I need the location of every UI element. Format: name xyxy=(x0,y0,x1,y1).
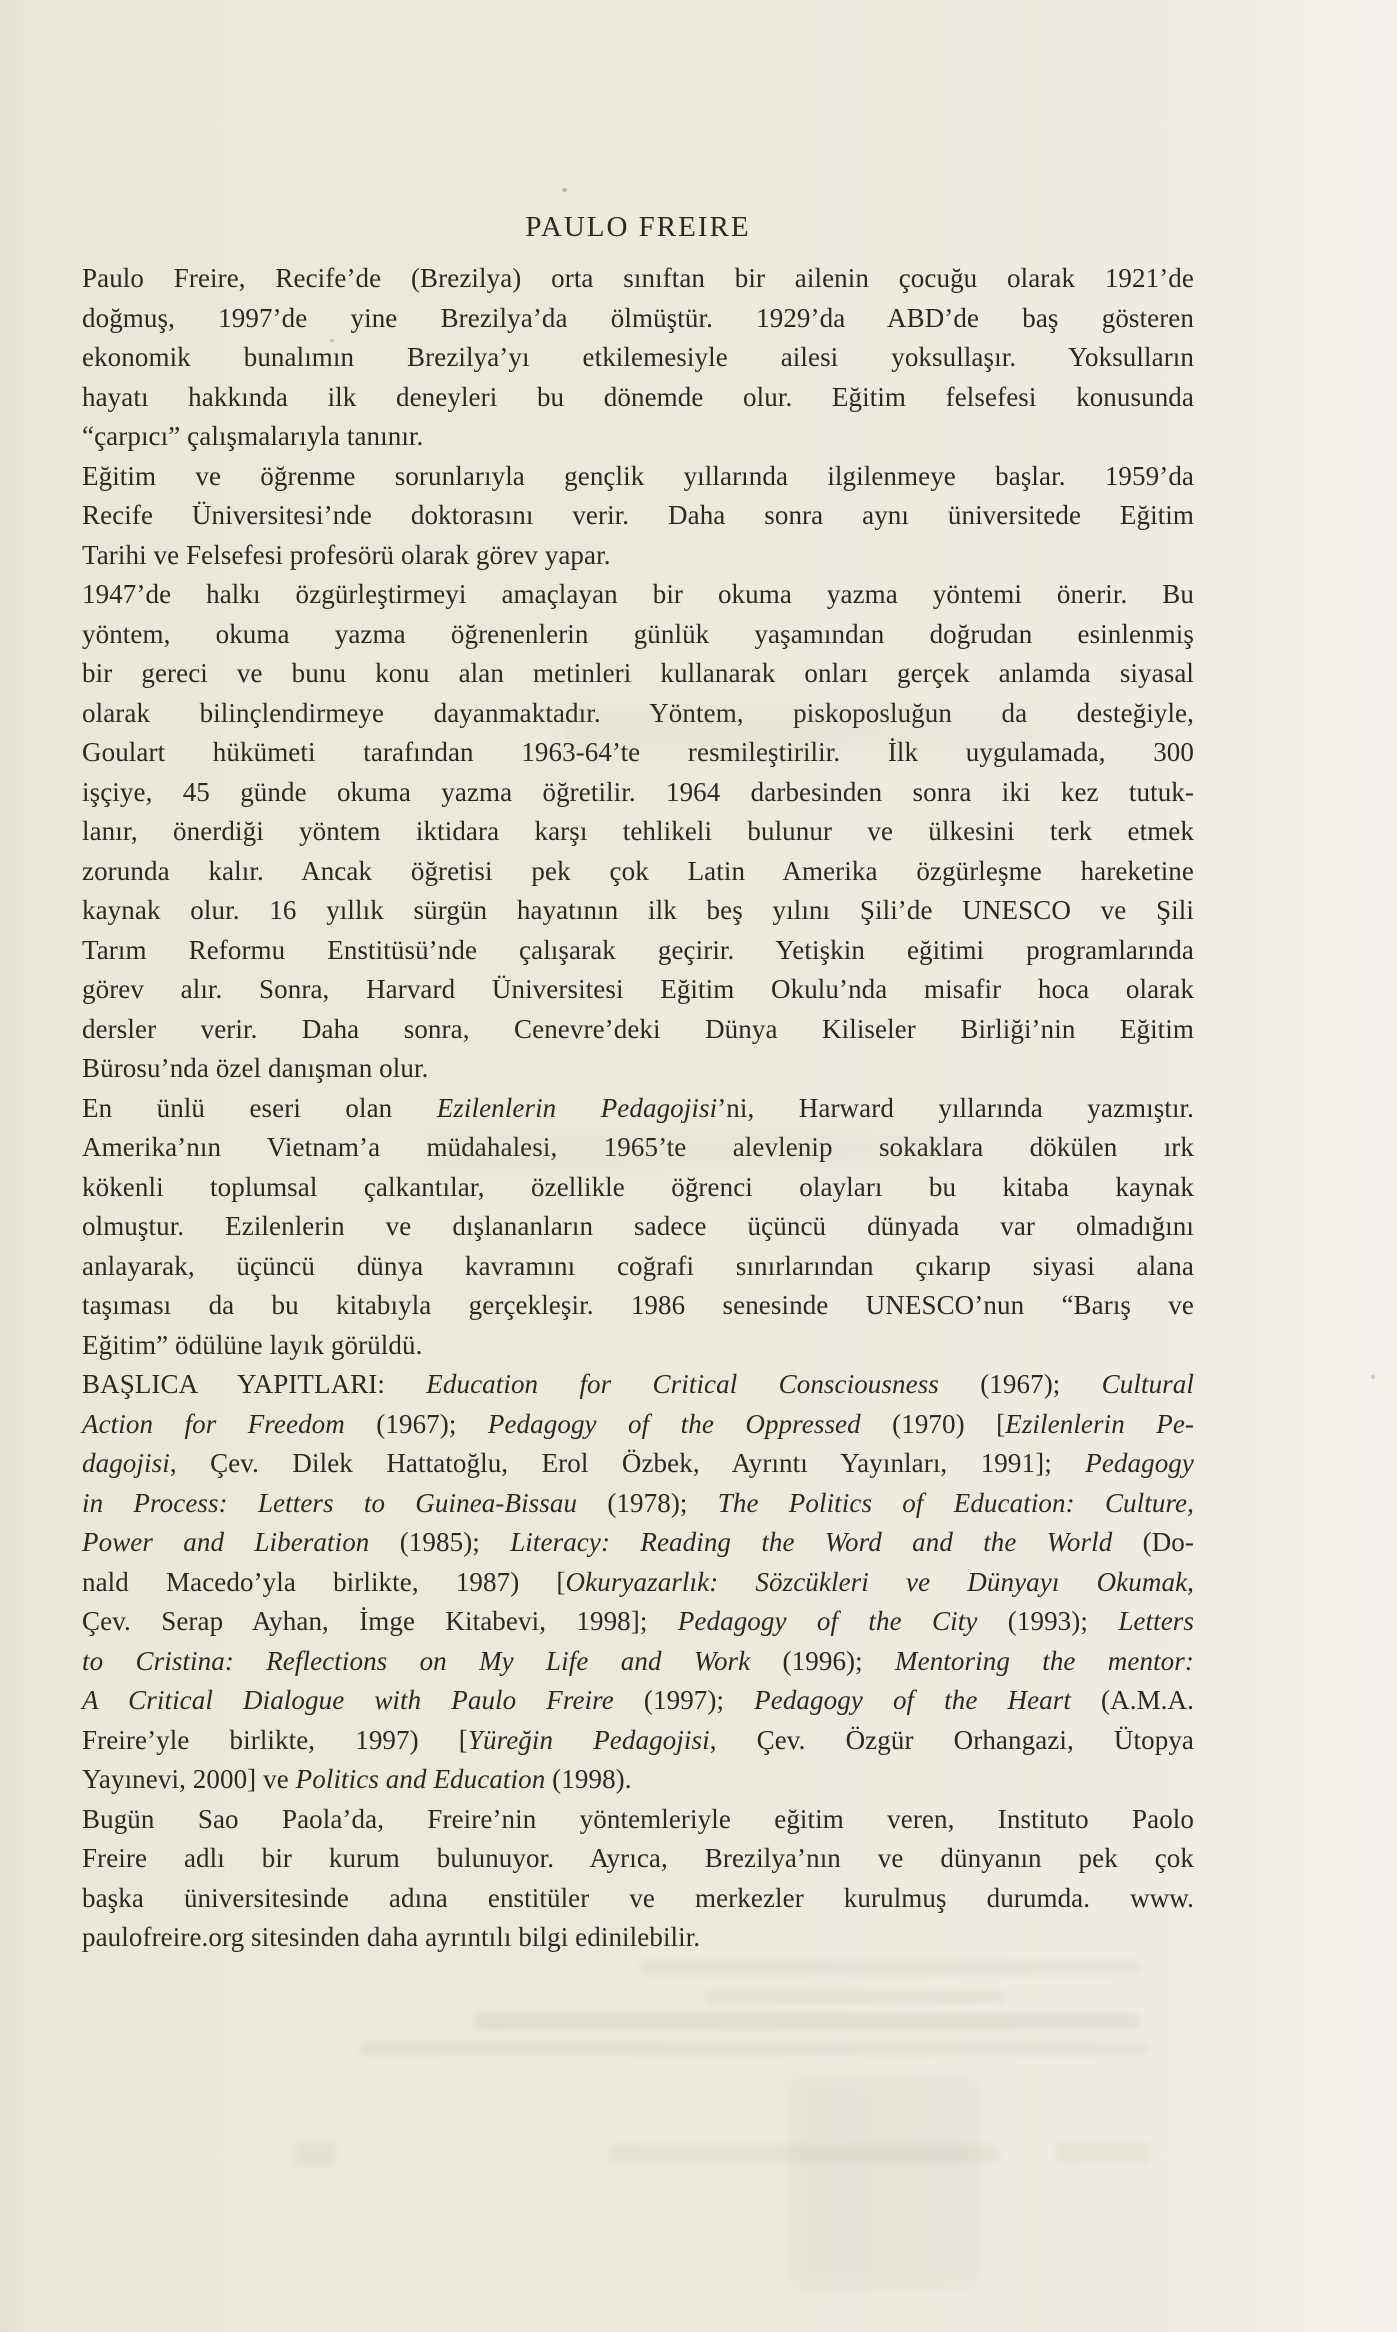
bleed-through-line xyxy=(705,1990,1005,2003)
text-line: Eğitim ve öğrenme sorunlarıyla gençlik yıllarında ilgilenmeye başlar. 1959’da xyxy=(82,460,1194,491)
text-line: nald Macedo’yla birlikte, 1987) [Okuryazarlık: Sözcükleri ve Dünyayı Okumak, xyxy=(82,1566,1195,1597)
bleed-through-line xyxy=(640,1960,1140,1975)
bleed-through-mark xyxy=(610,2145,1000,2163)
text-line: Yayınevi, 2000] ve Politics and Education (1998). xyxy=(82,1764,632,1794)
page-title: PAULO FREIRE xyxy=(525,211,751,243)
text-line: Freire’yle birlikte, 1997) [Yüreğin Pedagojisi, Çev. Özgür Orhangazi, Ütopya xyxy=(82,1724,1194,1755)
text-line: Tarım Reformu Enstitüsü’nde çalışarak geçirir. Yetişkin eğitimi programlarında xyxy=(82,934,1194,965)
paragraph xyxy=(82,1800,1194,1958)
text-line: olmuştur. Ezilenlerin ve dışlananların sadece üçüncü dünyada var olmadığını xyxy=(82,1211,1194,1241)
bleed-through-line xyxy=(360,2042,1150,2055)
paragraph xyxy=(82,575,1194,1089)
text-line: 1947’de halkı özgürleştirmeyi amaçlayan bir okuma yazma yöntemi önerir. Bu xyxy=(82,579,1194,609)
text-line: kaynak olur. 16 yıllık sürgün hayatının ilk beş yılını Şili’de UNESCO ve Şili xyxy=(82,895,1194,925)
text-line: ekonomik bunalımın Brezilya’yı etkilemesiyle ailesi yoksullaşır. Yoksulların xyxy=(82,342,1194,372)
scan-speck xyxy=(1371,1375,1375,1379)
paragraph xyxy=(82,457,1194,576)
text-line: Paulo Freire, Recife’de (Brezilya) orta sınıftan bir ailenin çocuğu olarak 1921’de xyxy=(82,263,1194,293)
page-content xyxy=(82,0,1194,1958)
text-line: görev alır. Sonra, Harvard Üniversitesi Eğitim Okulu’nda misafir hoca olarak xyxy=(82,974,1194,1004)
text-line: Power and Liberation (1985); Literacy: Reading the Word and the World (Do- xyxy=(82,1527,1194,1557)
paragraph xyxy=(82,1089,1194,1366)
scan-speck xyxy=(562,188,567,192)
text-line: Goulart hükümeti tarafından 1963-64’te resmileştirilir. İlk uygulamada, 300 xyxy=(82,737,1194,767)
text-line: dersler verir. Daha sonra, Cenevre’deki Dünya Kiliseler Birliği’nin Eğitim xyxy=(82,1013,1194,1044)
text-line: Tarihi ve Felsefesi profesörü olarak görev yapar. xyxy=(82,539,611,570)
text-line: Bürosu’nda özel danışman olur. xyxy=(82,1053,429,1083)
text-line: olarak bilinçlendirmeye dayanmaktadır. Yöntem, piskoposluğun da desteğiyle, xyxy=(82,697,1194,728)
text-line: bir gereci ve bunu konu alan metinleri kullanarak onları gerçek anlamda siyasal xyxy=(82,658,1194,688)
text-line: “çarpıcı” çalışmalarıyla tanınır. xyxy=(82,421,424,451)
text-line: BAŞLICA YAPITLARI: Education for Critical Consciousness (1967); Cultural xyxy=(82,1369,1194,1399)
text-line: Çev. Serap Ayhan, İmge Kitabevi, 1998]; Pedagogy of the City (1993); Letters xyxy=(82,1606,1195,1636)
page-text xyxy=(82,259,1194,1958)
text-line: hayatı hakkında ilk deneyleri bu dönemde olur. Eğitim felsefesi konusunda xyxy=(82,381,1194,412)
bleed-through-mark xyxy=(1055,2142,1150,2164)
text-line: zorunda kalır. Ancak öğretisi pek çok Latin Amerika özgürleşme hareketine xyxy=(82,855,1194,886)
text-line: paulofreire.org sitesinden daha ayrıntılı bilgi edinilebilir. xyxy=(82,1922,701,1952)
text-line: in Process: Letters to Guinea-Bissau (1978); The Politics of Education: Culture, xyxy=(82,1487,1194,1518)
text-line: anlayarak, üçüncü dünya kavramını coğrafi sınırlarından çıkarıp siyasi alana xyxy=(82,1250,1194,1281)
text-line: kökenli toplumsal çalkantılar, özellikle öğrenci olayları bu kitaba kaynak xyxy=(82,1171,1194,1202)
text-line: A Critical Dialogue with Paulo Freire (1997); Pedagogy of the Heart (A.M.A. xyxy=(82,1685,1194,1715)
text-line: Amerika’nın Vietnam’a müdahalesi, 1965’te alevlenip sokaklara dökülen ırk xyxy=(82,1132,1194,1162)
text-line: dagojisi, Çev. Dilek Hattatoğlu, Erol Özbek, Ayrıntı Yayınları, 1991]; Pedagogy xyxy=(82,1448,1194,1478)
text-line: yöntem, okuma yazma öğrenenlerin günlük yaşamından doğrudan esinlenmiş xyxy=(82,618,1194,649)
scan-speck xyxy=(330,339,334,342)
bleed-through-image xyxy=(790,2075,980,2290)
text-line: En ünlü eseri olan Ezilenlerin Pedagojisi’ni, Harward yıllarında yazmıştır. xyxy=(82,1092,1194,1123)
text-line: Eğitim” ödülüne layık görüldü. xyxy=(82,1329,423,1360)
text-line: taşıması da bu kitabıyla gerçekleşir. 1986 senesinde UNESCO’nun “Barış ve xyxy=(82,1290,1194,1320)
paragraph xyxy=(82,259,1194,457)
bleed-through-line xyxy=(475,2013,1140,2030)
paragraph xyxy=(82,1365,1194,1800)
text-line: Action for Freedom (1967); Pedagogy of the Oppressed (1970) [Ezilenlerin Pe- xyxy=(82,1408,1194,1439)
text-line: lanır, önerdiği yöntem iktidara karşı tehlikeli bulunur ve ülkesini terk etmek xyxy=(82,816,1194,846)
text-line: Bugün Sao Paola’da, Freire’nin yöntemleriyle eğitim veren, Instituto Paolo xyxy=(82,1803,1194,1834)
text-line: doğmuş, 1997’de yine Brezilya’da ölmüştür. 1929’da ABD’de baş gösteren xyxy=(82,302,1194,333)
text-line: Recife Üniversitesi’nde doktorasını verir. Daha sonra aynı üniversitede Eğitim xyxy=(82,500,1194,530)
text-line: işçiye, 45 günde okuma yazma öğretilir. 1964 darbesinden sonra iki kez tutuk- xyxy=(82,776,1194,807)
text-line: başka üniversitesinde adına enstitüler ve merkezler kurulmuş durumda. www. xyxy=(82,1882,1194,1913)
bleed-through-mark xyxy=(295,2142,335,2166)
text-line: to Cristina: Reflections on My Life and Work (1996); Mentoring the mentor: xyxy=(82,1645,1194,1676)
text-line: Freire adlı bir kurum bulunuyor. Ayrıca, Brezilya’nın ve dünyanın pek çok xyxy=(82,1843,1194,1873)
